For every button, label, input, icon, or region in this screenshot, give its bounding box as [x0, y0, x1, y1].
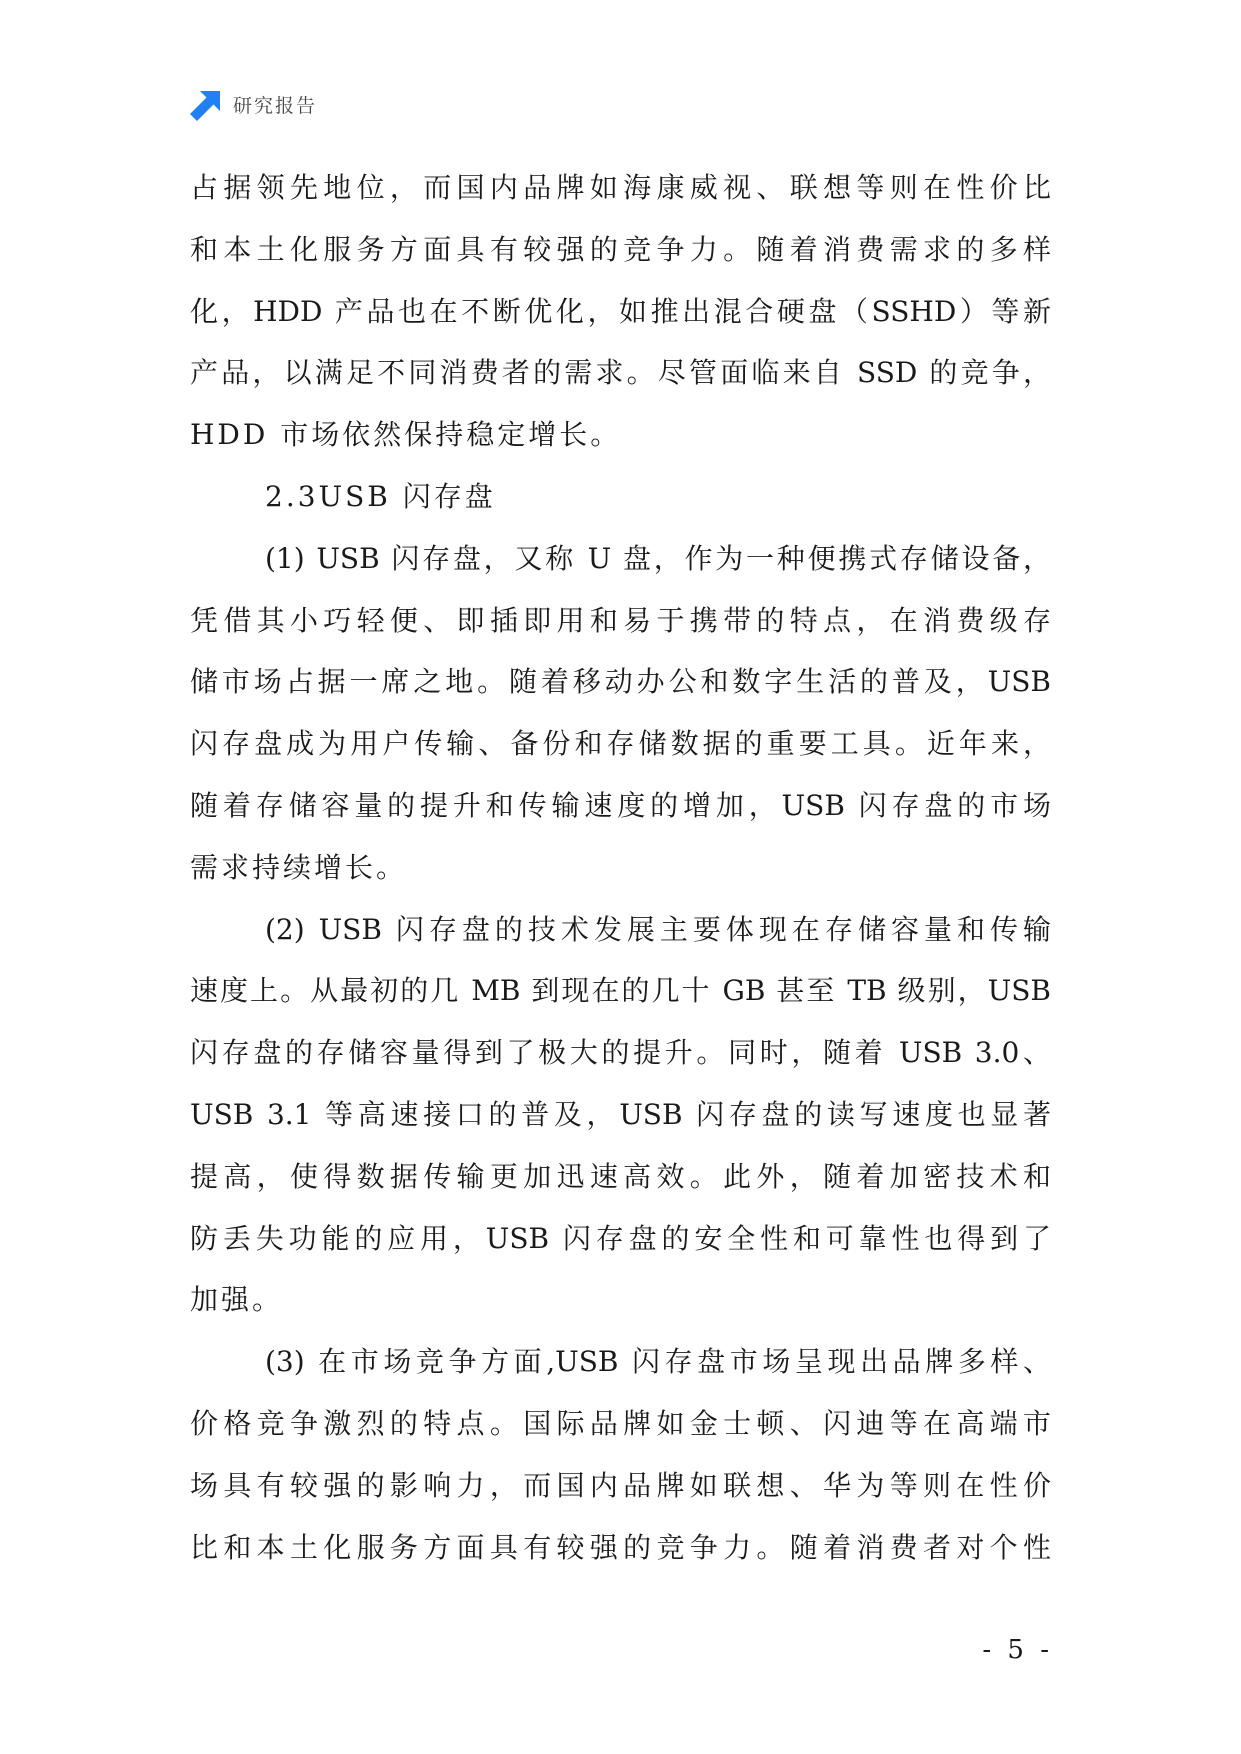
paragraph: [190, 528, 1051, 899]
text-line: 化，HDD 产品也在不断优化，如推出混合硬盘（SSHD）等新: [190, 294, 1051, 328]
arrow-up-right-icon: [188, 91, 220, 121]
text-line: HDD 市场依然保持稳定增长。: [190, 418, 622, 452]
text-line: 储市场占据一席之地。随着移动办公和数字生活的普及，USB: [190, 665, 1051, 699]
text-line: 产品，以满足不同消费者的需求。尽管面临来自 SSD 的竞争，: [190, 356, 1051, 390]
text-line: 闪存盘的存储容量得到了极大的提升。同时，随着 USB 3.0、: [190, 1036, 1051, 1070]
section-heading: 2.3USB 闪存盘: [265, 479, 496, 513]
page-number: - 5 -: [982, 1635, 1053, 1665]
text-line: 加强。: [190, 1283, 284, 1317]
text-line: 随着存储容量的提升和传输速度的增加，USB 闪存盘的市场: [190, 788, 1051, 822]
body-text: [190, 157, 1051, 1578]
text-line: 占据领先地位，而国内品牌如海康威视、联想等则在性价比: [190, 171, 1051, 204]
text-line: 闪存盘成为用户传输、备份和存储数据的重要工具。近年来，: [190, 727, 1051, 761]
text-line: 价格竞争激烈的特点。国际品牌如金士顿、闪迪等在高端市: [190, 1406, 1051, 1440]
paragraph: [190, 1331, 1051, 1578]
text-line: (3) 在市场竞争方面,USB 闪存盘市场呈现出品牌多样、: [265, 1345, 1051, 1379]
text-line: 需求持续增长。: [190, 850, 408, 884]
paragraph: [190, 899, 1051, 1332]
text-line: 防丢失功能的应用，USB 闪存盘的安全性和可靠性也得到了: [190, 1221, 1051, 1255]
text-line: (1) USB 闪存盘，又称 U 盘，作为一种便携式存储设备，: [265, 541, 1051, 575]
continued-paragraph: [190, 157, 1051, 466]
text-line: (2) USB 闪存盘的技术发展主要体现在存储容量和传输: [265, 912, 1051, 946]
text-line: USB 3.1 等高速接口的普及，USB 闪存盘的读写速度也显著: [190, 1097, 1051, 1131]
text-line: 场具有较强的影响力，而国内品牌如联想、华为等则在性价: [190, 1468, 1051, 1502]
text-line: 速度上。从最初的几 MB 到现在的几十 GB 甚至 TB 级别，USB: [190, 974, 1051, 1008]
header-title: 研究报告: [233, 95, 318, 117]
text-line: 提高，使得数据传输更加迅速高效。此外，随着加密技术和: [190, 1159, 1051, 1193]
text-line: 比和本土化服务方面具有较强的竞争力。随着消费者对个性: [190, 1530, 1051, 1564]
text-line: 凭借其小巧轻便、即插即用和易于携带的特点，在消费级存: [190, 603, 1051, 637]
text-line: 和本土化服务方面具有较强的竞争力。随着消费需求的多样: [190, 232, 1051, 266]
